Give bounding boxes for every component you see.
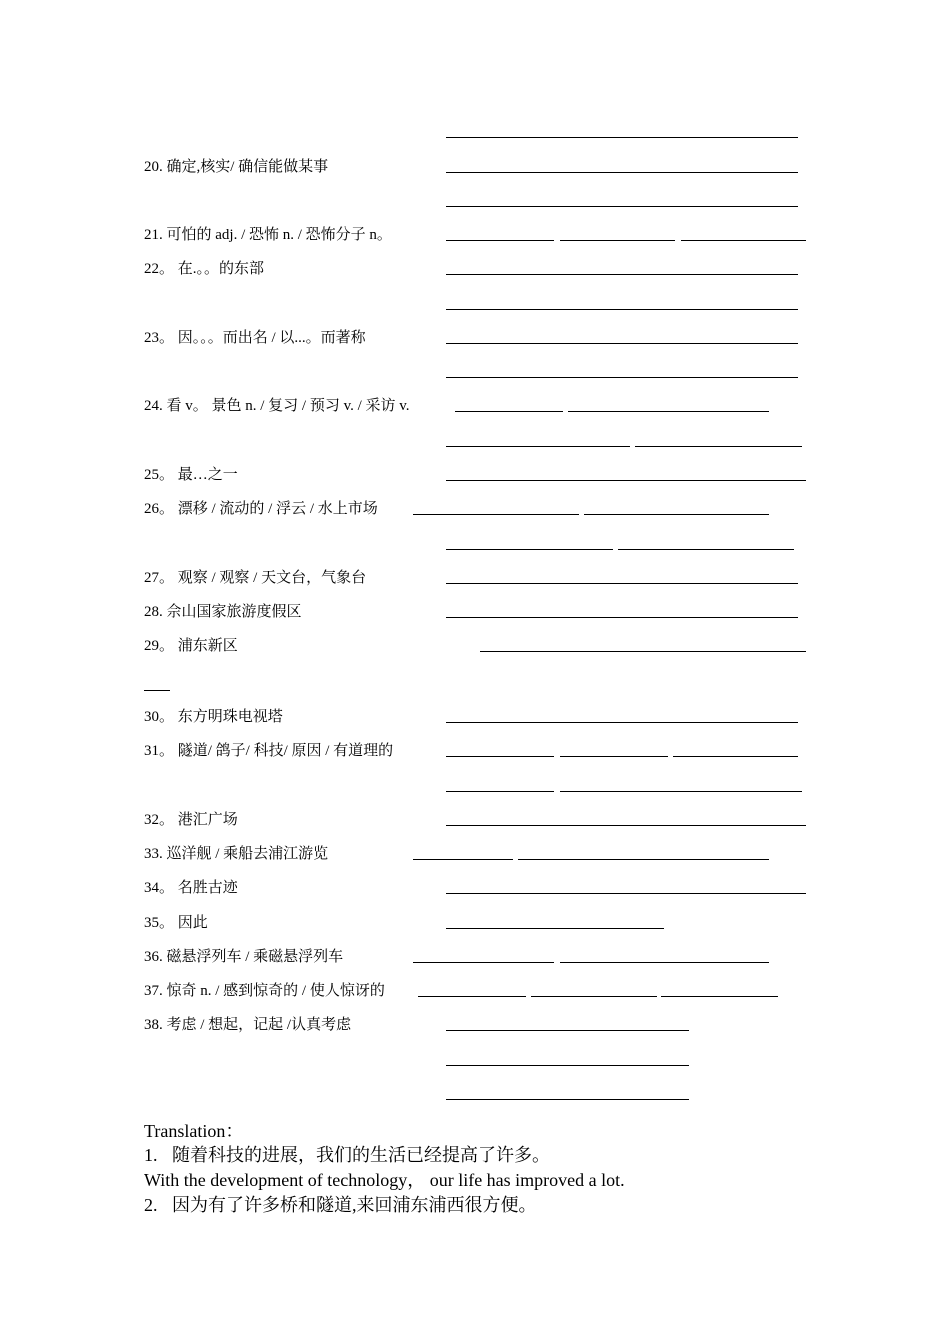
answer-blank[interactable] bbox=[446, 928, 664, 929]
item-row bbox=[0, 776, 950, 800]
item-label: 35。 因此 bbox=[144, 915, 208, 931]
answer-blank[interactable] bbox=[446, 722, 798, 723]
item-label: 36. 磁悬浮列车 / 乘磁悬浮列车 bbox=[144, 949, 344, 965]
answer-blank[interactable] bbox=[446, 1030, 689, 1031]
answer-blank[interactable] bbox=[446, 137, 798, 138]
answer-blank[interactable] bbox=[480, 651, 806, 652]
item-row bbox=[0, 157, 950, 181]
translation-line bbox=[144, 1169, 625, 1191]
translation-line bbox=[144, 1144, 550, 1166]
item-row bbox=[0, 431, 950, 455]
answer-blank[interactable] bbox=[446, 274, 798, 275]
answer-blank[interactable] bbox=[413, 514, 579, 515]
answer-blank[interactable] bbox=[584, 514, 769, 515]
translation-text: With the development of technology， our life has improved a lot. bbox=[144, 1170, 625, 1190]
answer-blank[interactable] bbox=[446, 756, 554, 757]
answer-blank[interactable] bbox=[560, 962, 769, 963]
item-row bbox=[0, 465, 950, 489]
answer-blank[interactable] bbox=[418, 996, 526, 997]
answer-blank[interactable] bbox=[446, 309, 798, 310]
answer-blank[interactable] bbox=[446, 893, 806, 894]
item-row bbox=[0, 396, 950, 420]
answer-blank[interactable] bbox=[446, 583, 798, 584]
answer-blank[interactable] bbox=[446, 791, 554, 792]
answer-blank[interactable] bbox=[446, 206, 798, 207]
item-row bbox=[0, 568, 950, 592]
item-label: 26。 漂移 / 流动的 / 浮云 / 水上市场 bbox=[144, 501, 378, 517]
item-label: 25。 最…之一 bbox=[144, 467, 238, 483]
answer-blank[interactable] bbox=[560, 756, 668, 757]
answer-blank[interactable] bbox=[568, 411, 769, 412]
answer-blank[interactable] bbox=[446, 480, 806, 481]
answer-blank[interactable] bbox=[618, 549, 794, 550]
item-row bbox=[0, 362, 950, 386]
translation-number: 1. bbox=[144, 1145, 158, 1165]
translation-text: 随着科技的进展，我们的生活已经提高了许多。 bbox=[172, 1145, 550, 1165]
item-row bbox=[0, 810, 950, 834]
item-label: 22。 在.。。的东部 bbox=[144, 261, 265, 277]
answer-blank[interactable] bbox=[446, 172, 798, 173]
answer-blank[interactable] bbox=[446, 617, 798, 618]
answer-blank[interactable] bbox=[446, 1065, 689, 1066]
item-row bbox=[0, 981, 950, 1005]
item-row bbox=[0, 1015, 950, 1039]
item-row bbox=[0, 328, 950, 352]
answer-blank[interactable] bbox=[446, 1099, 689, 1100]
item-row bbox=[0, 191, 950, 215]
translation-line bbox=[144, 1194, 537, 1216]
answer-blank[interactable] bbox=[455, 411, 563, 412]
item-label: 31。 隧道/ 鸽子/ 科技/ 原因 / 有道理的 bbox=[144, 743, 394, 759]
answer-blank[interactable] bbox=[446, 377, 798, 378]
item-row bbox=[0, 534, 950, 558]
item-row bbox=[0, 913, 950, 937]
answer-blank[interactable] bbox=[560, 791, 802, 792]
answer-blank[interactable] bbox=[413, 859, 513, 860]
item-label: 33. 巡洋舰 / 乘船去浦江游览 bbox=[144, 846, 329, 862]
item-row bbox=[0, 636, 950, 660]
item-row bbox=[0, 225, 950, 249]
answer-blank[interactable] bbox=[446, 549, 613, 550]
item-row bbox=[0, 122, 950, 146]
item-label: 38. 考虑 / 想起，记起 /认真考虑 bbox=[144, 1017, 352, 1033]
item-label: 29。 浦东新区 bbox=[144, 638, 238, 654]
item-label: 37. 惊奇 n. / 感到惊奇的 / 使人惊讶的 bbox=[144, 983, 385, 999]
answer-blank[interactable] bbox=[531, 996, 657, 997]
item-label: 32。 港汇广场 bbox=[144, 812, 238, 828]
item-row bbox=[0, 707, 950, 731]
answer-blank[interactable] bbox=[446, 240, 554, 241]
item-label: 27。 观察 / 观察 / 天文台，气象台 bbox=[144, 570, 367, 586]
item-row bbox=[0, 947, 950, 971]
item-row bbox=[0, 741, 950, 765]
item-row bbox=[0, 602, 950, 626]
item-label: 28. 佘山国家旅游度假区 bbox=[144, 604, 302, 620]
answer-blank[interactable] bbox=[446, 446, 630, 447]
item-label: 24. 看 v。 景色 n. / 复习 / 预习 v. / 采访 v. bbox=[144, 398, 410, 414]
answer-blank[interactable] bbox=[681, 240, 806, 241]
answer-blank[interactable] bbox=[560, 240, 675, 241]
item-row bbox=[0, 259, 950, 283]
item-label: 23。 因。。。而出名 / 以...。而著称 bbox=[144, 330, 366, 346]
answer-blank[interactable] bbox=[446, 825, 806, 826]
answer-blank[interactable] bbox=[518, 859, 769, 860]
item-label: 30。 东方明珠电视塔 bbox=[144, 709, 283, 725]
stray-underline bbox=[144, 690, 170, 691]
item-row bbox=[0, 294, 950, 318]
item-row bbox=[0, 1050, 950, 1074]
answer-blank[interactable] bbox=[446, 343, 798, 344]
translation-text: 因为有了许多桥和隧道,来回浦东浦西很方便。 bbox=[172, 1195, 537, 1215]
translation-number: 2. bbox=[144, 1195, 158, 1215]
answer-blank[interactable] bbox=[635, 446, 802, 447]
item-label: 21. 可怕的 adj. / 恐怖 n. / 恐怖分子 n。 bbox=[144, 227, 392, 243]
item-label: 34。 名胜古迹 bbox=[144, 880, 238, 896]
item-row bbox=[0, 844, 950, 868]
item-row bbox=[0, 878, 950, 902]
translation-heading: Translation： bbox=[144, 1121, 244, 1141]
item-row bbox=[0, 499, 950, 523]
answer-blank[interactable] bbox=[413, 962, 554, 963]
answer-blank[interactable] bbox=[673, 756, 798, 757]
item-row bbox=[0, 1084, 950, 1108]
answer-blank[interactable] bbox=[661, 996, 778, 997]
item-label: 20. 确定,核实/ 确信能做某事 bbox=[144, 159, 329, 175]
